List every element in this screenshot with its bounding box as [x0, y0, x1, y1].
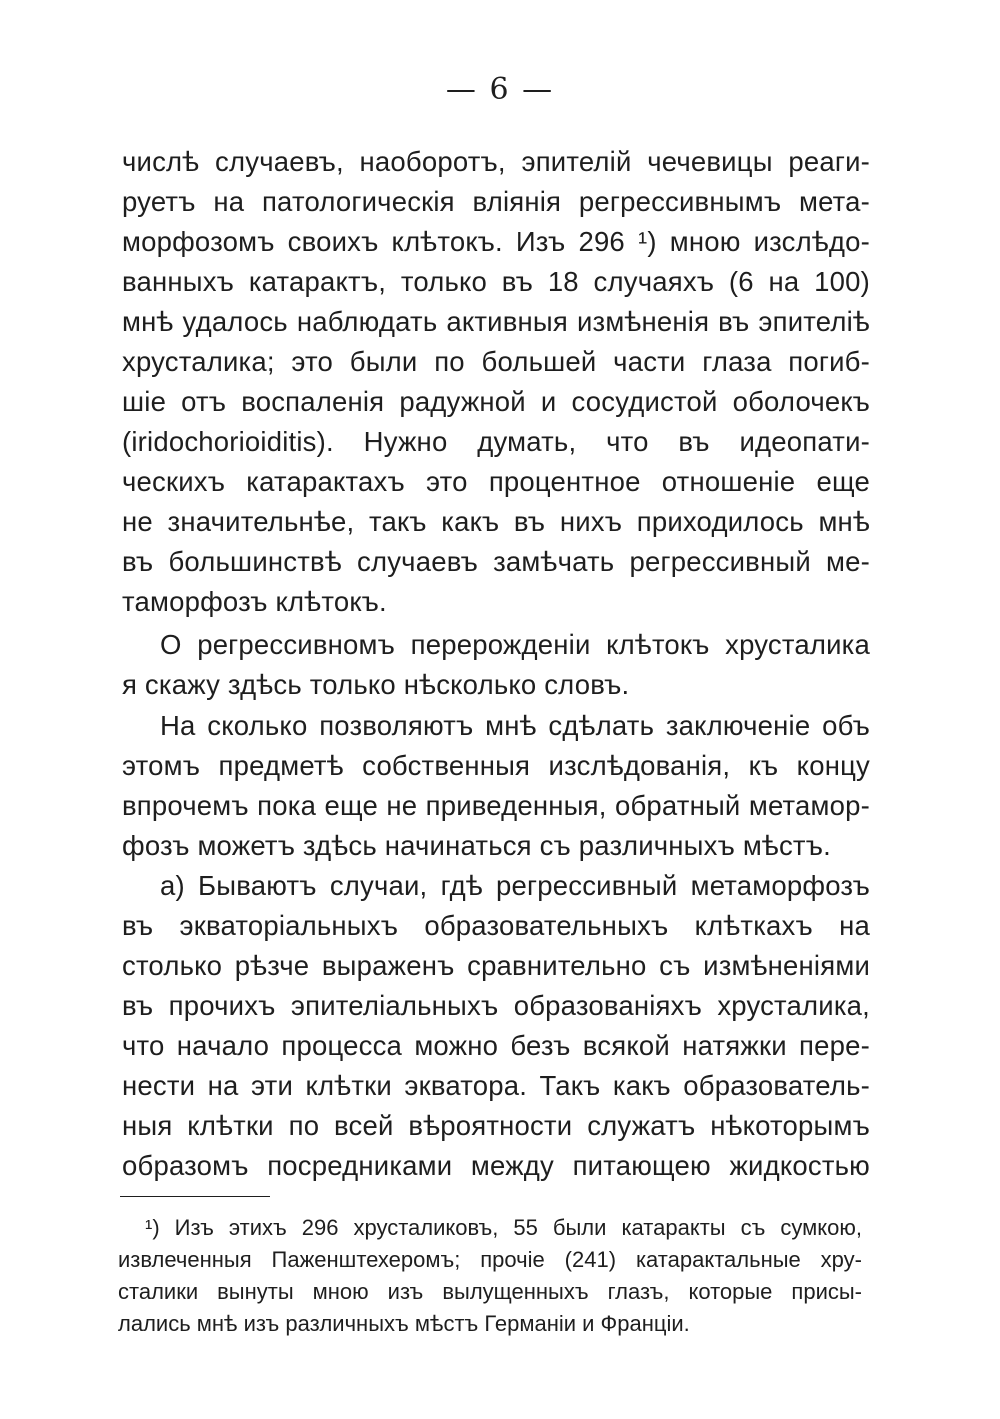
footnote-line: лались мнѣ изъ различныхъ мѣстъ Германіи и Франціи.: [118, 1311, 690, 1336]
text-line: не значительнѣе, такъ какъ въ нихъ приходилось мнѣ: [122, 506, 870, 537]
text-line: фозъ можетъ здѣсь начинаться съ различныхъ мѣстъ.: [122, 830, 831, 861]
footnote-line: извлеченныя Паженштехеромъ; прочіе (241) катарактальные хру-: [118, 1247, 862, 1272]
text-line: шіе отъ воспаленія радужной и сосудистой оболочекъ: [122, 386, 870, 417]
footnote-divider: [120, 1196, 270, 1197]
footnote-line: ¹) Изъ этихъ 296 хрусталиковъ, 55 были катаракты съ сумкою,: [145, 1215, 862, 1240]
text-line: въ прочихъ эпителіальныхъ образованіяхъ хрусталика,: [122, 990, 870, 1021]
text-line: нести на эти клѣтки экватора. Такъ какъ образователь-: [122, 1070, 870, 1101]
text-line: ческихъ катарактахъ это процентное отношеніе еще: [122, 466, 870, 497]
text-line: морфозомъ своихъ клѣтокъ. Изъ 296 ¹) мною изслѣдо-: [122, 226, 870, 257]
text-line: a) Бываютъ случаи, гдѣ регрессивный метаморфозъ: [160, 870, 870, 901]
text-line: (iridochorioiditis). Нужно думать, что въ идеопати-: [122, 426, 870, 457]
text-line: таморфозъ клѣтокъ.: [122, 586, 387, 617]
text-line: я скажу здѣсь только нѣсколько словъ.: [122, 669, 630, 700]
text-line: числѣ случаевъ, наоборотъ, эпителій чечевицы реаги-: [122, 146, 870, 177]
text-line: образомъ посредниками между питающею жидкостью: [122, 1150, 870, 1181]
text-line: хрусталика; это были по большей части глаза погиб-: [122, 346, 870, 377]
text-line: въ экваторіальныхъ образовательныхъ клѣткахъ на: [122, 910, 870, 941]
text-line: столько рѣзче выраженъ сравнительно съ измѣненіями: [122, 950, 870, 981]
text-line: мнѣ удалось наблюдать активныя измѣненія въ эпителіѣ: [122, 306, 870, 337]
footnote-line: сталики вынуты мною изъ вылущенныхъ глазъ, которые присы-: [118, 1279, 862, 1304]
text-line: ванныхъ катарактъ, только въ 18 случаяхъ (6 на 100): [122, 266, 870, 297]
page-number: — 6 —: [445, 72, 555, 107]
text-line: О регрессивномъ перерожденіи клѣтокъ хрусталика: [160, 629, 870, 660]
text-line: что начало процесса можно безъ всякой натяжки пере-: [122, 1030, 870, 1061]
text-line: въ большинствѣ случаевъ замѣчать регрессивный ме-: [122, 546, 870, 577]
text-line: руетъ на патологическія вліянія регрессивнымъ мета-: [122, 186, 870, 217]
text-line: этомъ предметѣ собственныя изслѣдованія, къ концу: [122, 750, 870, 781]
text-line: впрочемъ пока еще не приведенныя, обратный метамор-: [122, 790, 870, 821]
text-line: На сколько позволяютъ мнѣ сдѣлать заключеніе объ: [160, 710, 870, 741]
text-line: ныя клѣтки по всей вѣроятности служатъ нѣкоторымъ: [122, 1110, 870, 1141]
